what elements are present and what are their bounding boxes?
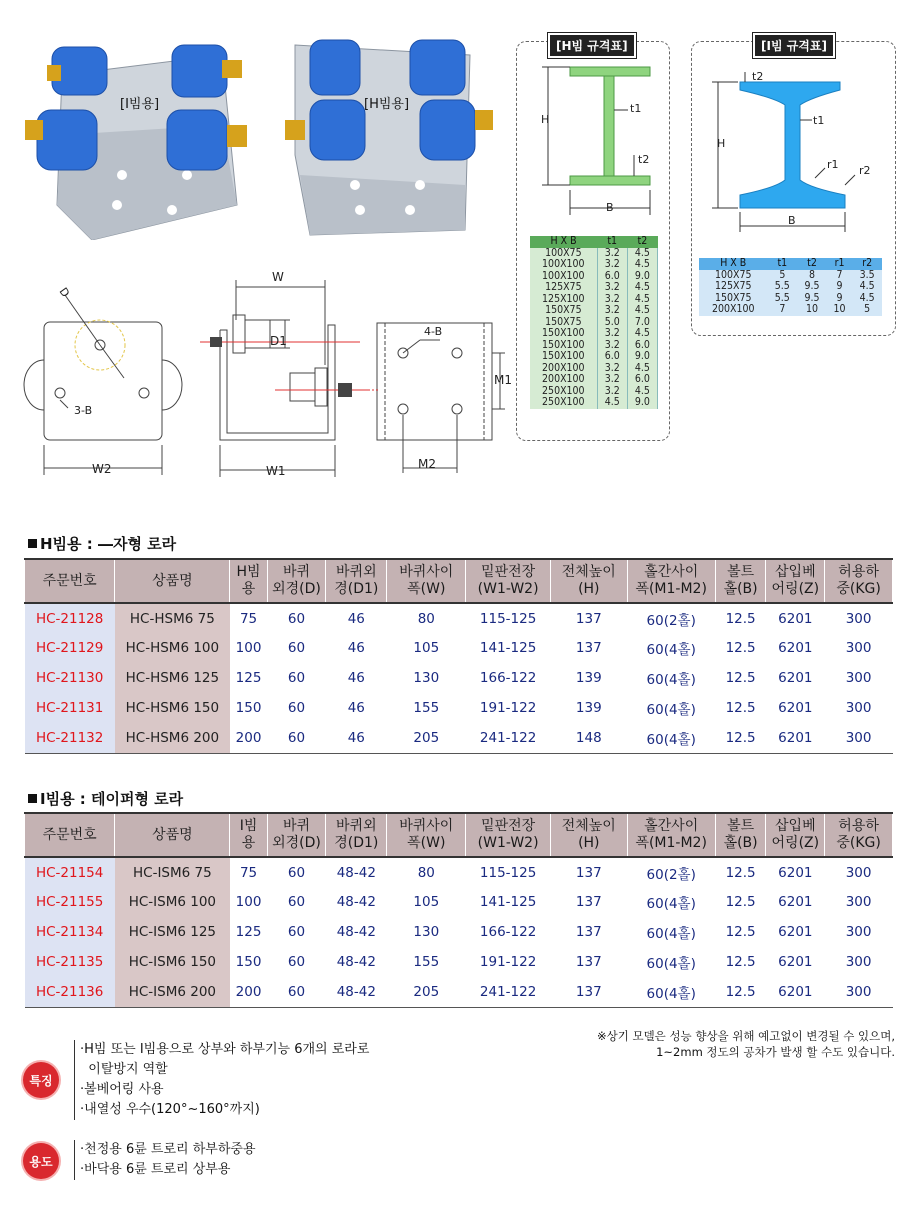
i-table-row [25,887,893,917]
h-spec-cell: 3.2 [597,294,627,306]
dim-4b-label: 4-B [424,325,443,338]
h-table-cell: HC-HSM6 100 [115,633,230,663]
i-table-cell: HC-ISM6 125 [115,917,230,947]
i-table-cell: 200 [230,977,267,1007]
i-table-cell: 12.5 [715,977,766,1007]
h-spec-cell: 7.0 [627,317,657,329]
i-spec-cell: 10 [827,304,852,316]
h-dim-t1: t1 [630,102,642,115]
h-table-row [25,633,893,663]
h-table-cell: HC-21128 [25,603,115,633]
i-table-cell: 115-125 [479,864,537,881]
i-table-cell: 137 [575,894,602,910]
h-spec-cell: 150X100 [530,328,597,340]
h-spec-cell: 4.5 [627,294,657,306]
h-spec-cell: 150X75 [530,317,597,329]
i-table-cell: 155 [413,954,440,970]
i-spec-cell: 7 [767,304,797,316]
h-spec-cell: 4.5 [627,386,657,398]
h-spec-cell: 9.0 [627,351,657,363]
h-spec-row [530,374,658,386]
h-table-row [25,663,893,693]
h-table-cell: HC-HSM6 200 [115,723,230,753]
dim-d1-label: D1 [270,334,287,348]
i-table-header-cell: 주문번호 [25,813,115,857]
feature-item: ·H빔 또는 I빔용으로 상부와 하부기능 6개의 로라로 [80,1042,370,1057]
h-table-cell: 166-122 [479,670,537,686]
h-table-cell: 60(4홀) [646,672,696,688]
h-table-cell: HC-HSM6 150 [115,693,230,723]
i-table-cell: 75 [239,864,258,881]
h-table-cell: 12.5 [725,610,756,627]
i-table-cell: HC-21154 [25,857,115,887]
h-spec-cell: 150X100 [530,340,597,352]
i-table-header-cell: 허용하 중(KG) [825,813,893,857]
h-table-header-cell: 바퀴외 경(D1) [326,559,387,603]
dim-m1-label: M1 [494,373,512,387]
usage-list [74,1140,256,1180]
i-table-cell: 60(4홀) [627,977,715,1007]
h-table-cell: 205 [387,723,466,753]
i-spec-cell: 5.5 [767,293,797,305]
h-beam-roller-photo [280,35,498,240]
h-table-cell: 6201 [778,610,813,627]
h-table-header-cell: 바퀴사이 폭(W) [387,559,466,603]
i-table-cell: 60 [287,954,306,970]
i-beam-spec-table [699,258,882,316]
i-table-header-cell: 바퀴 외경(D) [267,813,326,857]
h-table-header-cell: 주문번호 [25,559,115,603]
h-table-cell: 141-125 [479,640,537,656]
i-table-cell: 48-42 [326,977,387,1007]
h-spec-cell: 250X100 [530,397,597,409]
h-spec-cell: 3.2 [597,363,627,375]
h-table-cell: 300 [845,700,872,716]
i-spec-cell: 150X75 [699,293,767,305]
i-table-cell: 141-125 [479,894,537,910]
i-spec-cell: 8 [797,270,827,282]
i-table-cell: 137 [575,864,602,881]
h-table-cell: 300 [845,670,872,686]
h-spec-cell: 200X100 [530,374,597,386]
i-spec-row [699,304,882,316]
h-spec-cell: 100X100 [530,271,597,283]
notice-line-2: 1~2mm 정도의 공차가 발생 할 수도 있습니다. [656,1045,895,1059]
h-spec-cell: 4.5 [627,305,657,317]
i-table-cell: 60 [267,977,326,1007]
i-table-cell: HC-21155 [25,887,115,917]
h-dim-b: B [606,201,614,214]
i-table-cell: 6201 [778,894,813,910]
h-spec-cell: 4.5 [627,259,657,271]
i-table-row [25,947,893,977]
dim-w-label: W [272,270,284,284]
i-table-cell: 12.5 [725,894,756,910]
h-table-cell: 150 [235,700,262,716]
h-table-header-cell: 볼트 홀(B) [715,559,766,603]
h-table-cell: HC-21131 [25,693,115,723]
i-spec-header-cell: t2 [797,258,827,270]
h-table-header-cell: H빔 용 [230,559,267,603]
usage-badge: 용도 [23,1143,59,1179]
i-table-cell: 48-42 [336,894,376,910]
h-table-cell: HC-21132 [25,723,115,753]
h-table-cell: 60 [287,670,306,686]
i-spec-header-cell: t1 [767,258,797,270]
i-table-header-cell: 볼트 홀(B) [715,813,766,857]
h-spec-cell: 125X75 [530,282,597,294]
i-table-row [25,857,893,887]
h-table-cell: 115-125 [479,610,537,627]
h-table-header-cell: 바퀴 외경(D) [267,559,326,603]
i-dim-b: B [788,214,796,227]
h-spec-cell: 3.2 [597,248,627,260]
i-table-header-cell: 밑판전장 (W1-W2) [466,813,551,857]
i-dim-r1: r1 [827,158,839,171]
h-table-cell: 60(4홀) [627,723,715,753]
h-spec-cell: 9.0 [627,397,657,409]
h-table-cell: 60(2홀) [646,612,696,629]
bullet-square-icon [28,539,37,548]
h-table-title-text: H빔용 : ―자형 로라 [40,535,177,553]
i-spec-cell: 5.5 [767,281,797,293]
i-table-cell: 300 [845,864,872,881]
h-spec-cell: 3.2 [597,386,627,398]
h-beam-photo-label: [H빔용] [364,97,410,112]
i-spec-cell: 100X75 [699,270,767,282]
i-table-cell: HC-21134 [25,917,115,947]
i-spec-cell: 10 [797,304,827,316]
h-beam-spec-title: [H빔 규격표] [548,33,636,58]
h-table-cell: 137 [575,640,602,656]
feature-item: ·볼베어링 사용 [80,1082,164,1097]
i-table-cell: 60 [287,924,306,940]
h-table-cell: 300 [825,723,893,753]
i-table-title [28,788,183,809]
h-spec-cell: 4.5 [627,328,657,340]
h-spec-cell: 150X100 [530,351,597,363]
i-table-header-cell: 전체높이 (H) [550,813,627,857]
h-spec-cell: 125X100 [530,294,597,306]
i-table-cell: 48-42 [336,924,376,940]
h-table-cell: 191-122 [479,700,537,716]
h-table-cell: 241-122 [466,723,551,753]
i-spec-cell: 4.5 [852,293,882,305]
i-table-cell: 191-122 [479,954,537,970]
h-table-cell: 46 [326,723,387,753]
i-table-cell: 12.5 [725,954,756,970]
i-spec-header-cell: H X B [699,258,767,270]
notice-line-1: ※상기 모델은 성능 향상을 위해 예고없이 변경될 수 있으며, [596,1029,895,1043]
h-table-cell: 60 [287,610,306,627]
i-spec-cell: 125X75 [699,281,767,293]
dim-3b-label: 3-B [74,404,93,417]
h-table-cell: 80 [417,610,435,627]
i-table-cell: HC-ISM6 200 [115,977,230,1007]
h-spec-cell: 100X75 [530,248,597,260]
h-table-cell: HC-HSM6 75 [115,603,230,633]
i-table-header-cell: 삽입베 어링(Z) [766,813,825,857]
i-table-cell: 12.5 [725,864,756,881]
i-table-cell: 60 [287,894,306,910]
i-table-cell: 241-122 [466,977,551,1007]
h-spec-cell: 100X100 [530,259,597,271]
h-table-cell: 60 [287,700,306,716]
i-table-cell: HC-21135 [25,947,115,977]
i-table-cell: 105 [413,894,440,910]
h-table-header-cell: 허용하 중(KG) [825,559,893,603]
h-spec-cell: 3.2 [597,340,627,352]
h-table-header-cell: 삽입베 어링(Z) [766,559,825,603]
i-spec-cell: 9 [827,293,852,305]
h-table-cell: HC-HSM6 125 [115,663,230,693]
h-table-cell: HC-21130 [25,663,115,693]
i-table-cell: 60(4홀) [646,956,696,972]
i-table-row [25,977,893,1007]
h-dim-t2: t2 [638,153,650,166]
h-spec-cell: 5.0 [597,317,627,329]
h-table-cell: 60 [287,640,306,656]
h-table-cell: 12.5 [725,670,756,686]
h-table-cell: 46 [347,640,365,656]
i-table-cell: 6201 [778,864,813,881]
i-table-header-cell: I빔 용 [230,813,267,857]
h-table-cell: 6201 [778,640,813,656]
h-table-cell: 200 [230,723,267,753]
i-table-header-cell: 바퀴사이 폭(W) [387,813,466,857]
h-spec-row [530,259,658,271]
h-table-cell: 60(4홀) [646,702,696,718]
h-spec-cell: 6.0 [627,340,657,352]
h-spec-cell: 4.5 [627,248,657,260]
dim-d-label: D [56,285,72,300]
feature-item: ·내열성 우수(120°~160°까지) [80,1102,260,1117]
i-table-title-text: I빔용 : 테이퍼형 로라 [40,790,184,808]
i-beam-roller-photo [22,35,272,240]
i-dim-r2: r2 [859,164,871,177]
i-table-cell: 48-42 [336,954,376,970]
h-spec-row [530,397,658,409]
i-table-cell: 300 [845,924,872,940]
h-table-row [25,693,893,723]
h-spec-header-cell: t1 [597,236,627,248]
i-table-cell: 6201 [766,977,825,1007]
h-spec-cell: 3.2 [597,305,627,317]
h-spec-cell: 6.0 [627,374,657,386]
h-table-header-cell: 홀간사이 폭(M1-M2) [627,559,715,603]
i-table-cell: 60(4홀) [646,926,696,942]
i-table-cell: 137 [575,924,602,940]
i-table-cell: 150 [235,954,262,970]
i-table-cell: HC-ISM6 150 [115,947,230,977]
h-table-header-cell: 상품명 [115,559,230,603]
h-spec-cell: 3.2 [597,259,627,271]
i-table-cell: 300 [845,954,872,970]
dim-w1-label: W1 [266,464,286,478]
dim-w2-label: W2 [92,462,112,476]
i-spec-row [699,281,882,293]
h-table-header-cell: 전체높이 (H) [550,559,627,603]
h-table-cell: 6201 [778,700,813,716]
h-spec-cell: 9.0 [627,271,657,283]
i-table-cell: 166-122 [479,924,537,940]
i-spec-cell: 7 [827,270,852,282]
i-table-cell: HC-21136 [25,977,115,1007]
h-spec-cell: 6.0 [597,271,627,283]
feature-item: 이탈방지 역할 [80,1062,168,1077]
h-spec-row [530,305,658,317]
h-spec-cell: 4.5 [597,397,627,409]
i-table-cell: 137 [575,954,602,970]
i-table-cell: 100 [235,894,262,910]
h-table-cell: 105 [413,640,440,656]
h-table-cell: 300 [845,610,872,627]
i-beam-spec-title: [I빔 규격표] [753,33,835,58]
i-table-cell: 300 [825,977,893,1007]
i-spec-cell: 200X100 [699,304,767,316]
h-spec-cell: 4.5 [627,363,657,375]
i-table-cell: 300 [845,894,872,910]
h-table-cell: 139 [575,700,602,716]
h-beam-product-table [24,558,893,754]
h-table-cell: 46 [347,670,365,686]
h-table-cell: HC-21129 [25,633,115,663]
h-spec-cell: 4.5 [627,282,657,294]
h-table-cell: 300 [845,640,872,656]
h-table-title [28,533,176,554]
i-beam-photo-label: [I빔용] [120,97,160,112]
i-dim-h: H [717,137,726,150]
i-table-cell: HC-ISM6 100 [115,887,230,917]
h-spec-cell: 250X100 [530,386,597,398]
h-table-cell: 139 [575,670,602,686]
h-spec-header-cell: t2 [627,236,657,248]
h-table-cell: 12.5 [725,640,756,656]
features-list [74,1040,369,1120]
h-table-cell: 148 [550,723,627,753]
h-table-cell: 137 [575,610,602,627]
i-table-cell: 130 [413,924,440,940]
h-table-cell: 46 [347,610,365,627]
i-beam-section-icon [700,60,890,235]
i-table-row [25,917,893,947]
h-table-header-cell: 밑판전장 (W1-W2) [466,559,551,603]
h-dim-h: H [541,113,550,126]
h-spec-cell: 200X100 [530,363,597,375]
i-table-cell: 80 [417,864,435,881]
h-spec-cell: 3.2 [597,328,627,340]
i-table-header-cell: 바퀴외 경(D1) [326,813,387,857]
h-spec-row [530,351,658,363]
i-table-cell: 12.5 [725,924,756,940]
i-table-cell: HC-ISM6 75 [115,857,230,887]
i-spec-header-cell: r2 [852,258,882,270]
i-table-cell: 60(2홀) [646,866,696,883]
h-table-cell: 130 [413,670,440,686]
dim-m2-label: M2 [418,457,436,471]
i-spec-header-cell: r1 [827,258,852,270]
h-table-cell: 6201 [778,670,813,686]
h-spec-cell: 150X75 [530,305,597,317]
i-spec-cell: 9.5 [797,281,827,293]
i-table-cell: 48-42 [336,864,376,881]
h-spec-cell: 3.2 [597,282,627,294]
h-table-cell: 100 [235,640,262,656]
i-spec-cell: 5 [767,270,797,282]
notice-text [597,1028,895,1060]
h-table-cell: 46 [347,700,365,716]
i-spec-cell: 9 [827,281,852,293]
usage-item: ·바닥용 6륜 트로리 상부용 [80,1162,231,1177]
i-beam-product-table [24,812,893,1008]
h-spec-header-cell: H X B [530,236,597,248]
i-spec-cell: 9.5 [797,293,827,305]
i-table-cell: 125 [235,924,262,940]
i-table-header-cell: 홀간사이 폭(M1-M2) [627,813,715,857]
usage-item: ·천정용 6륜 트로리 하부하중용 [80,1142,256,1157]
i-table-header-cell: 상품명 [115,813,230,857]
h-table-cell: 60(4홀) [646,642,696,658]
i-table-cell: 60 [287,864,306,881]
i-spec-cell: 5 [852,304,882,316]
i-table-cell: 137 [550,977,627,1007]
h-table-cell: 12.5 [725,700,756,716]
bullet-square-icon [28,794,37,803]
h-table-row [25,603,893,633]
features-badge: 특징 [23,1062,59,1098]
h-table-row [25,723,893,753]
h-spec-cell: 3.2 [597,374,627,386]
h-table-cell: 6201 [766,723,825,753]
i-table-cell: 6201 [778,954,813,970]
i-spec-cell: 4.5 [852,281,882,293]
h-beam-section-icon [530,55,660,215]
i-table-cell: 6201 [778,924,813,940]
i-dim-t2: t2 [752,70,764,83]
i-dim-t1: t1 [813,114,825,127]
h-table-cell: 60 [267,723,326,753]
h-table-cell: 12.5 [715,723,766,753]
h-spec-row [530,282,658,294]
i-table-cell: 60(4홀) [646,896,696,912]
h-beam-spec-table [530,236,658,409]
h-table-cell: 155 [413,700,440,716]
h-table-cell: 125 [235,670,262,686]
h-spec-cell: 6.0 [597,351,627,363]
h-spec-row [530,328,658,340]
i-table-cell: 205 [387,977,466,1007]
h-table-cell: 75 [239,610,258,627]
i-spec-cell: 3.5 [852,270,882,282]
